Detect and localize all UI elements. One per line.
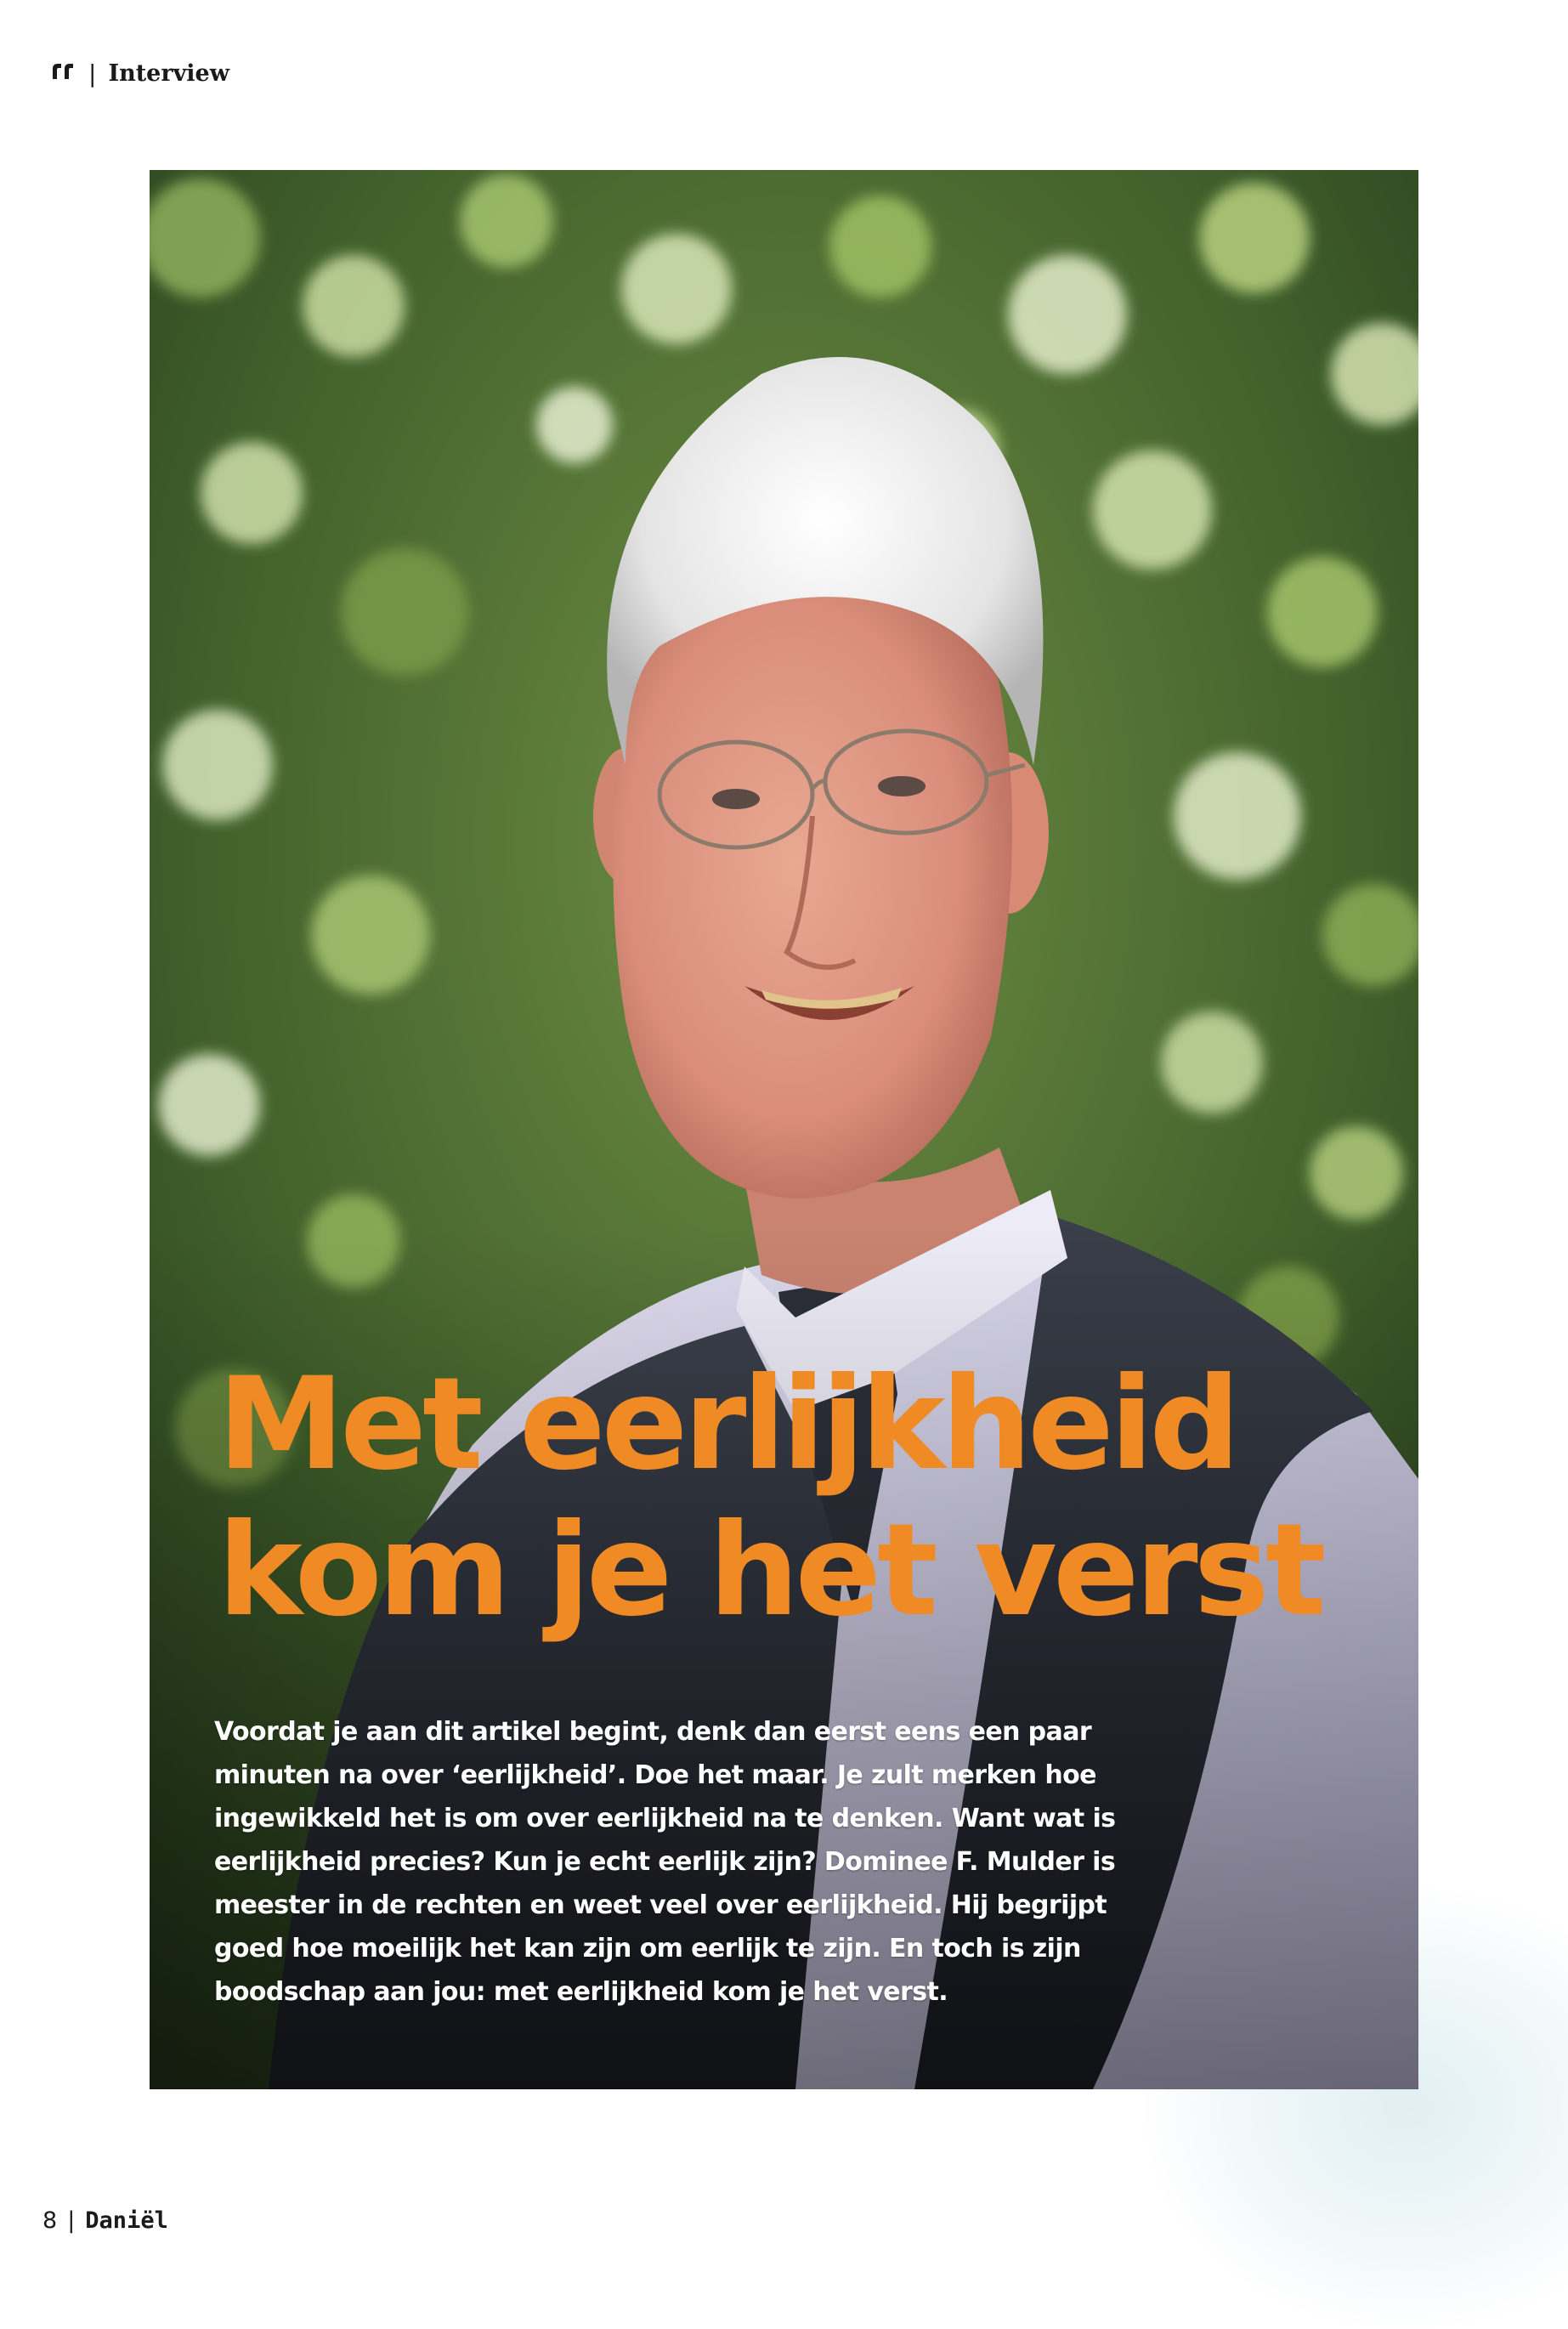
quote-marks-icon — [51, 60, 76, 86]
section-label: Interview — [108, 60, 229, 87]
page-footer — [42, 2203, 168, 2237]
article-title — [218, 1352, 1390, 1644]
page-number: 8 — [42, 2207, 58, 2234]
section-header — [51, 56, 229, 90]
article-intro: Voordat je aan dit artikel begint, denk dan eerst eens een paar minuten na over ‘eerlijkheid’. Doe het maar. Je zult merken hoe ingewikkeld het is om over eerlijkheid na te denken. Want wat is eerlijkheid precies? Kun je echt eerlijk zijn? Dominee F. Mulder is meester in de rechten en weet veel over eerlijkheid. Hij begrijpt goed hoe moeilijk het kan zijn om eerlijk te zijn. En toch is zijn boodschap aan jou: met eerlijkheid kom je het verst. — [214, 1717, 1116, 2007]
publication-name: Daniël — [85, 2207, 168, 2234]
portrait-photo — [150, 170, 1418, 2089]
title-line-1: Met eerlijkheid — [218, 1351, 1237, 1499]
title-line-2: kom je het verst — [218, 1497, 1322, 1645]
header-separator: | — [88, 59, 97, 88]
footer-separator: | — [67, 2207, 76, 2234]
